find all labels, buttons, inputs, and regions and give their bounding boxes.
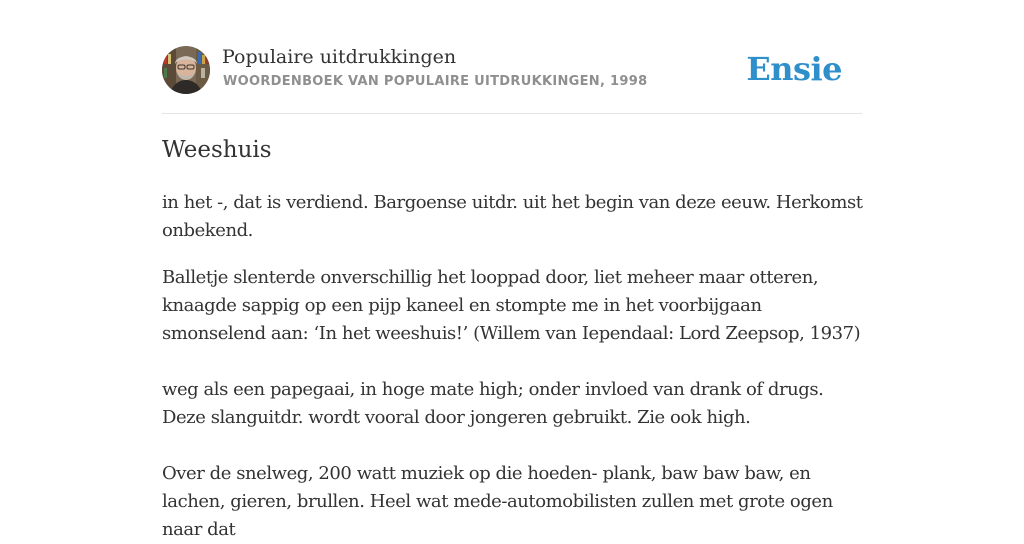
entry-content <box>162 189 866 544</box>
definition-paragraph: weg als een papegaai, in hoge mate high; onder invloed van drank of drugs. Deze slanguitdr. wordt vooral door jongeren gebruikt. Zie ook high. <box>162 379 824 428</box>
quote-paragraph: Balletje slenterde onverschillig het looppad door, liet meheer maar otteren, knaagde sappig op een pijp kaneel en stompte me in het voorbijgaan smonselend aan: ‘In het weeshuis!’ (Willem van Iependaal: Lord Zeepsop, 1937) <box>162 267 861 344</box>
quote-paragraph: Over de snelweg, 200 watt muziek op die hoeden- plank, baw baw baw, en lachen, gieren, brullen. Heel wat mede-automobilisten zullen met grote ogen naar dat <box>162 463 833 540</box>
source-header <box>162 46 862 96</box>
author-portrait-icon[interactable] <box>162 46 210 94</box>
entry-title: Weeshuis <box>162 137 272 163</box>
definition-paragraph: in het -, dat is verdiend. Bargoense uitdr. uit het begin van deze eeuw. Herkomst onbekend. <box>162 192 863 241</box>
source-title[interactable]: Populaire uitdrukkingen <box>222 46 457 68</box>
header-divider <box>162 113 862 114</box>
ensie-logo-link[interactable]: Ensie <box>746 50 842 88</box>
source-subtitle: WOORDENBOEK VAN POPULAIRE UITDRUKKINGEN, 1998 <box>223 74 648 89</box>
